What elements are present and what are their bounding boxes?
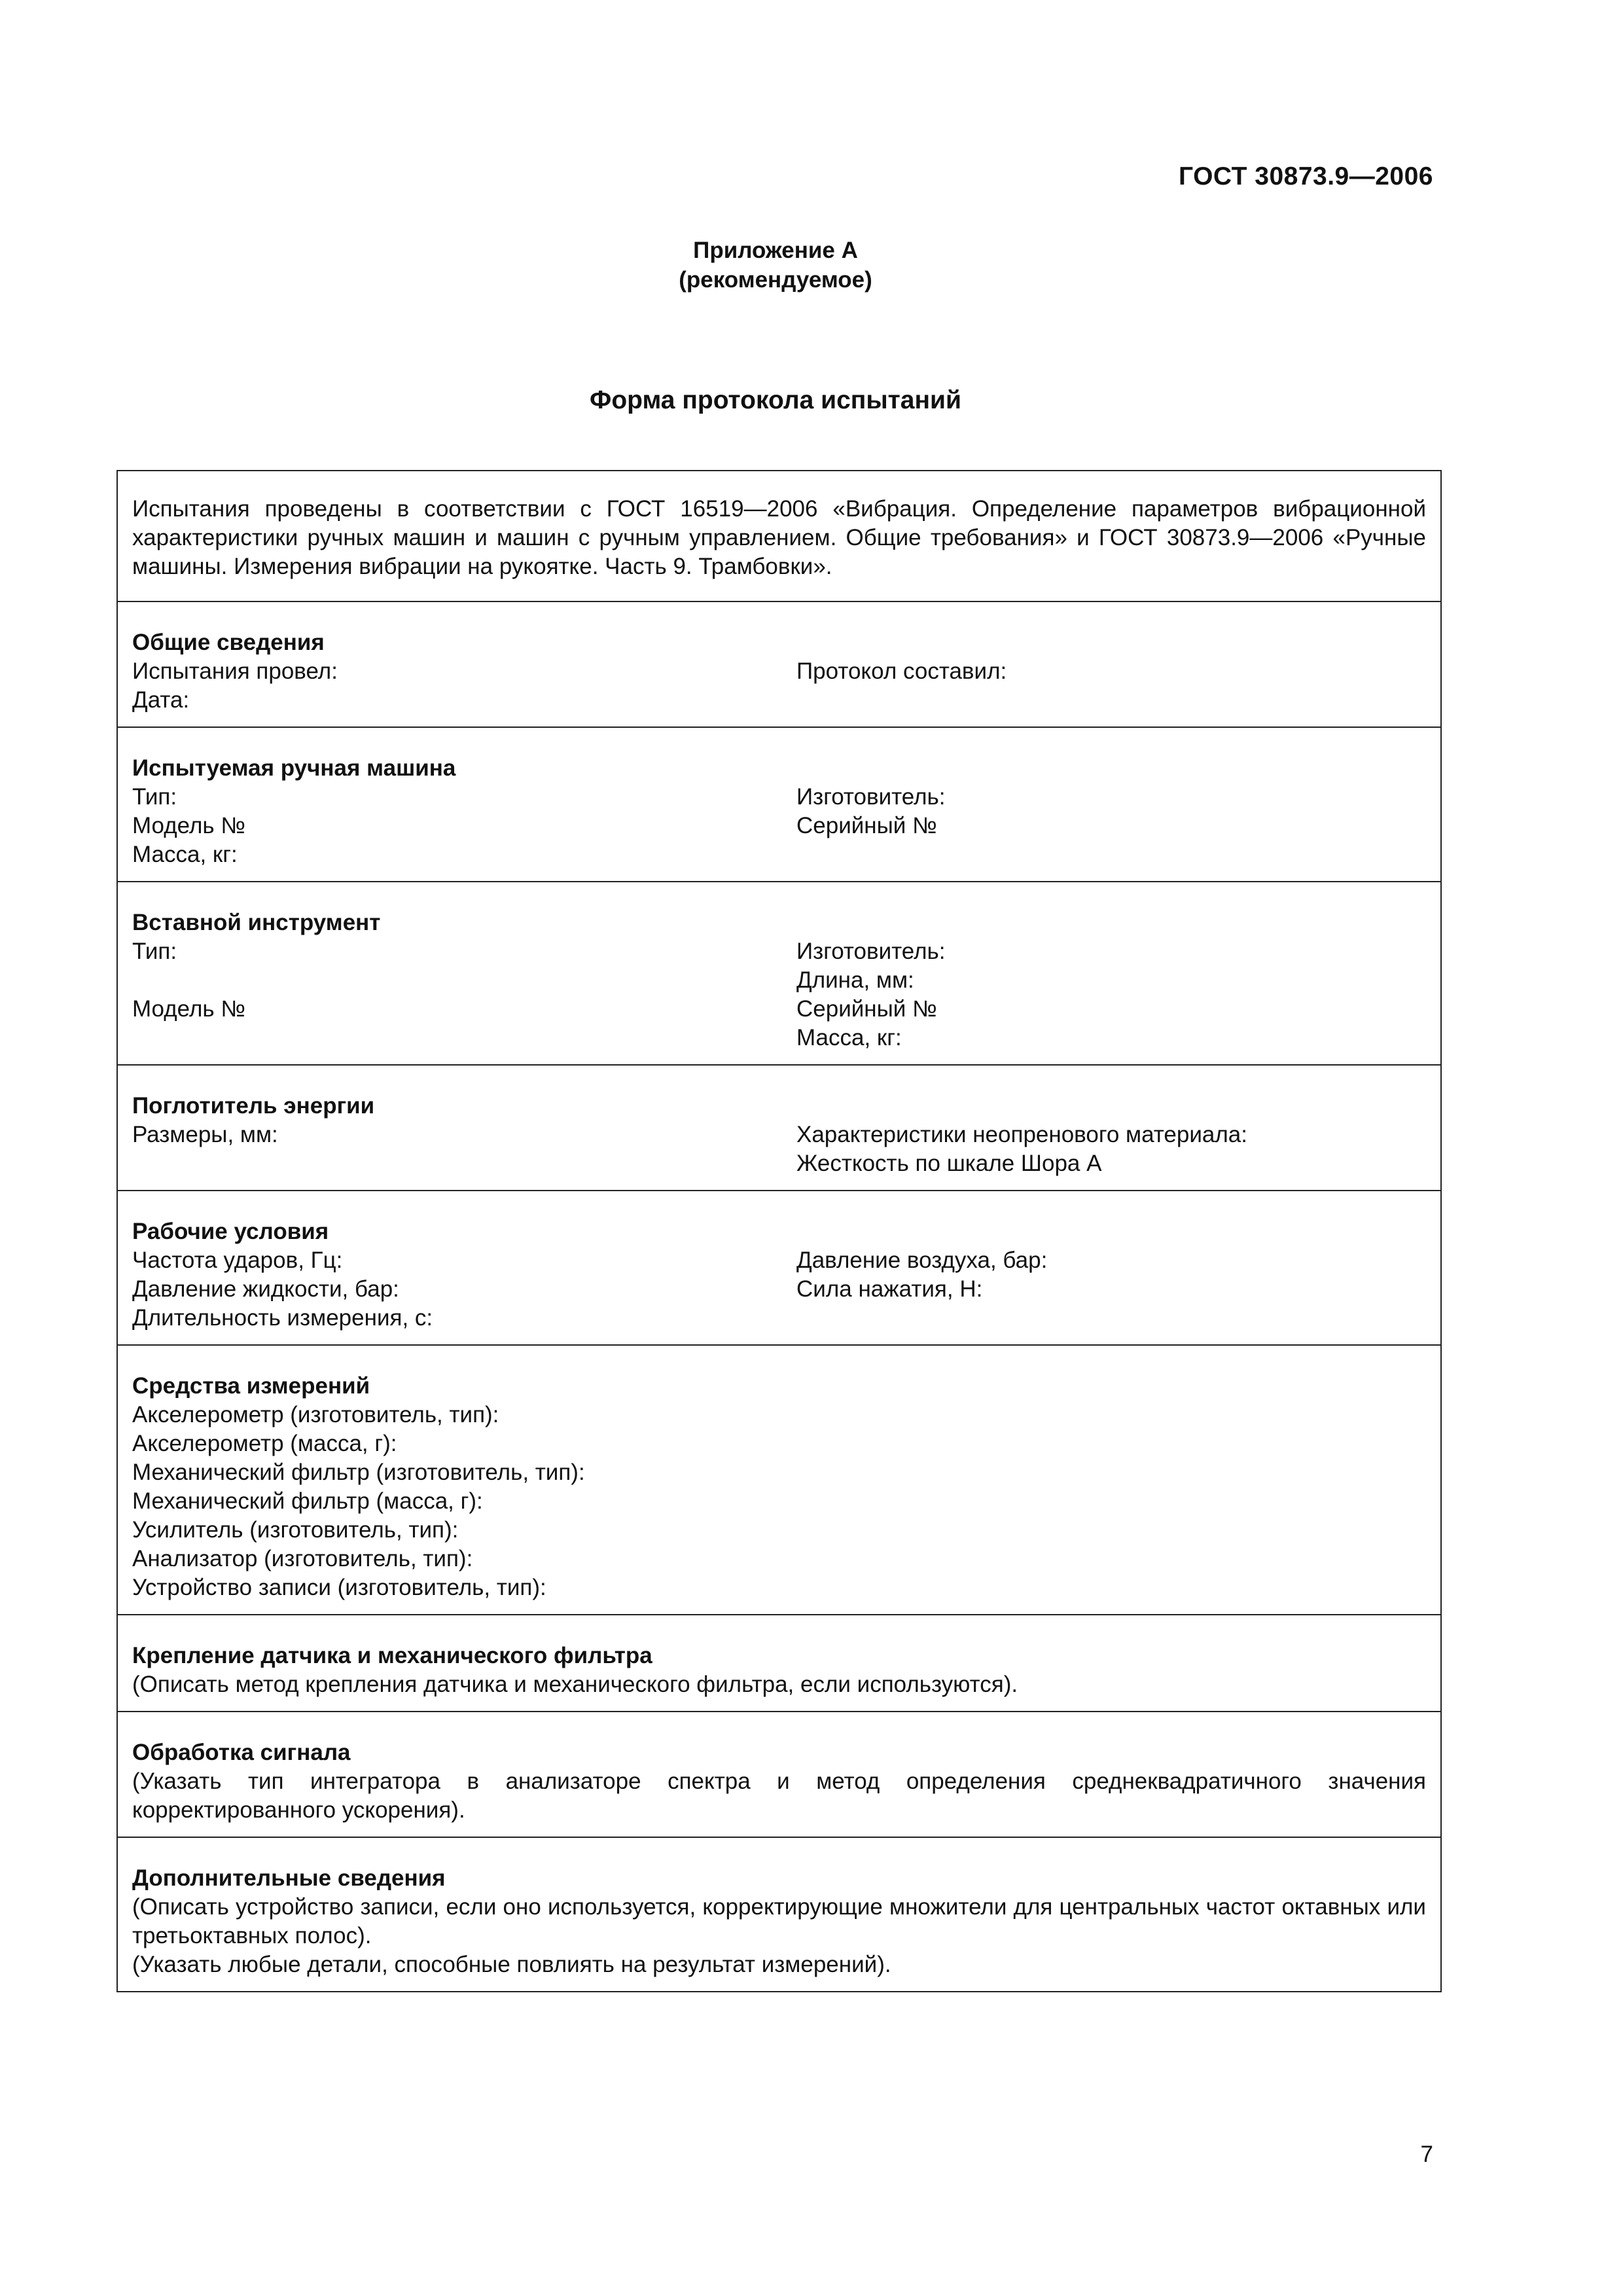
section-processing [118, 1711, 1440, 1837]
section-title: Средства измерений [132, 1373, 370, 1399]
section-conditions [118, 1190, 1440, 1344]
form-title: Форма протокола испытаний [590, 386, 961, 414]
field-label: Длина, мм: [796, 967, 914, 993]
section-title: Испытуемая ручная машина [132, 755, 456, 781]
section-title: Вставной инструмент [132, 910, 381, 935]
field-label: Тип: [132, 784, 177, 810]
left-column [132, 1246, 796, 1333]
appendix-heading [0, 236, 1551, 295]
intro-row [118, 471, 1440, 601]
document-code: ГОСТ 30873.9—2006 [1178, 162, 1433, 190]
section-note: (Указать тип интегратора в анализаторе спектра и метод определения среднеквадратичного значения корректированного ускорения). [132, 1768, 1426, 1823]
left-column [132, 1121, 796, 1178]
field-label: Характеристики неопренового материала: [796, 1122, 1247, 1147]
field-label: Модель № [132, 996, 245, 1022]
field-label: Жесткость по шкале Шора А [796, 1151, 1102, 1176]
field-label: Размеры, мм: [132, 1122, 278, 1147]
right-column [796, 1246, 1426, 1333]
intro-text: Испытания проведены в соответствии с ГОСТ 16519—2006 «Вибрация. Определение параметров вибрационной характеристики ручных машин и машин с ручным управлением. Общие требования» и ГОСТ 30873.9—2006 «Ручные машины. Измерения вибрации на рукоятке. Часть 9. Трамбовки». [132, 496, 1426, 579]
field-label: Модель № [132, 813, 245, 838]
field-label: Испытания провел: [132, 658, 338, 684]
field-label: Акселерометр (изготовитель, тип): [132, 1402, 499, 1427]
section-note: (Описать устройство записи, если оно используется, корректирующие множители для центральных частот октавных или третьоктавных полос). [132, 1894, 1426, 1948]
section-general [118, 601, 1440, 726]
section-title: Общие сведения [132, 630, 325, 655]
section-mounting [118, 1614, 1440, 1711]
section-absorber [118, 1064, 1440, 1190]
section-title: Крепление датчика и механического фильтра [132, 1643, 652, 1668]
field-label: Акселерометр (масса, г): [132, 1431, 397, 1456]
right-column [796, 657, 1426, 715]
field-label: Изготовитель: [796, 784, 946, 810]
field-label: Тип: [132, 939, 177, 964]
left-column [132, 657, 796, 715]
section-additional [118, 1837, 1440, 1991]
field-label: Механический фильтр (масса, г): [132, 1488, 483, 1514]
field-label: Устройство записи (изготовитель, тип): [132, 1575, 546, 1600]
field-label: Давление воздуха, бар: [796, 1247, 1048, 1273]
field-label: Длительность измерения, с: [132, 1305, 433, 1331]
left-column [132, 783, 796, 869]
page-number: 7 [1420, 2142, 1433, 2167]
field-label: Механический фильтр (изготовитель, тип): [132, 1460, 585, 1485]
section-note: (Описать метод крепления датчика и механического фильтра, если используются). [132, 1672, 1018, 1697]
field-label: Протокол составил: [796, 658, 1007, 684]
right-column [796, 783, 1426, 869]
field-label: Усилитель (изготовитель, тип): [132, 1517, 459, 1543]
section-title: Рабочие условия [132, 1219, 329, 1244]
field-label: Масса, кг: [796, 1025, 902, 1050]
section-note: (Указать любые детали, способные повлиять на результат измерений). [132, 1952, 891, 1977]
appendix-title: Приложение А [693, 238, 858, 263]
field-label: Сила нажатия, Н: [796, 1276, 983, 1302]
section-machine [118, 726, 1440, 881]
left-column [132, 937, 796, 1052]
field-label: Дата: [132, 687, 190, 713]
section-title: Поглотитель энергии [132, 1093, 375, 1119]
field-label: Серийный № [796, 996, 937, 1022]
protocol-form [116, 470, 1442, 1992]
field-label: Серийный № [796, 813, 937, 838]
section-title: Обработка сигнала [132, 1740, 351, 1765]
right-column [796, 937, 1426, 1052]
field-label: Анализатор (изготовитель, тип): [132, 1546, 473, 1571]
section-instruments [118, 1344, 1440, 1614]
section-title: Дополнительные сведения [132, 1865, 446, 1891]
appendix-subtitle: (рекомендуемое) [679, 267, 872, 293]
field-label: Изготовитель: [796, 939, 946, 964]
field-spacer [132, 966, 796, 995]
field-label: Давление жидкости, бар: [132, 1276, 399, 1302]
section-tool [118, 881, 1440, 1064]
field-label: Частота ударов, Гц: [132, 1247, 343, 1273]
field-label: Масса, кг: [132, 842, 238, 867]
right-column [796, 1121, 1426, 1178]
